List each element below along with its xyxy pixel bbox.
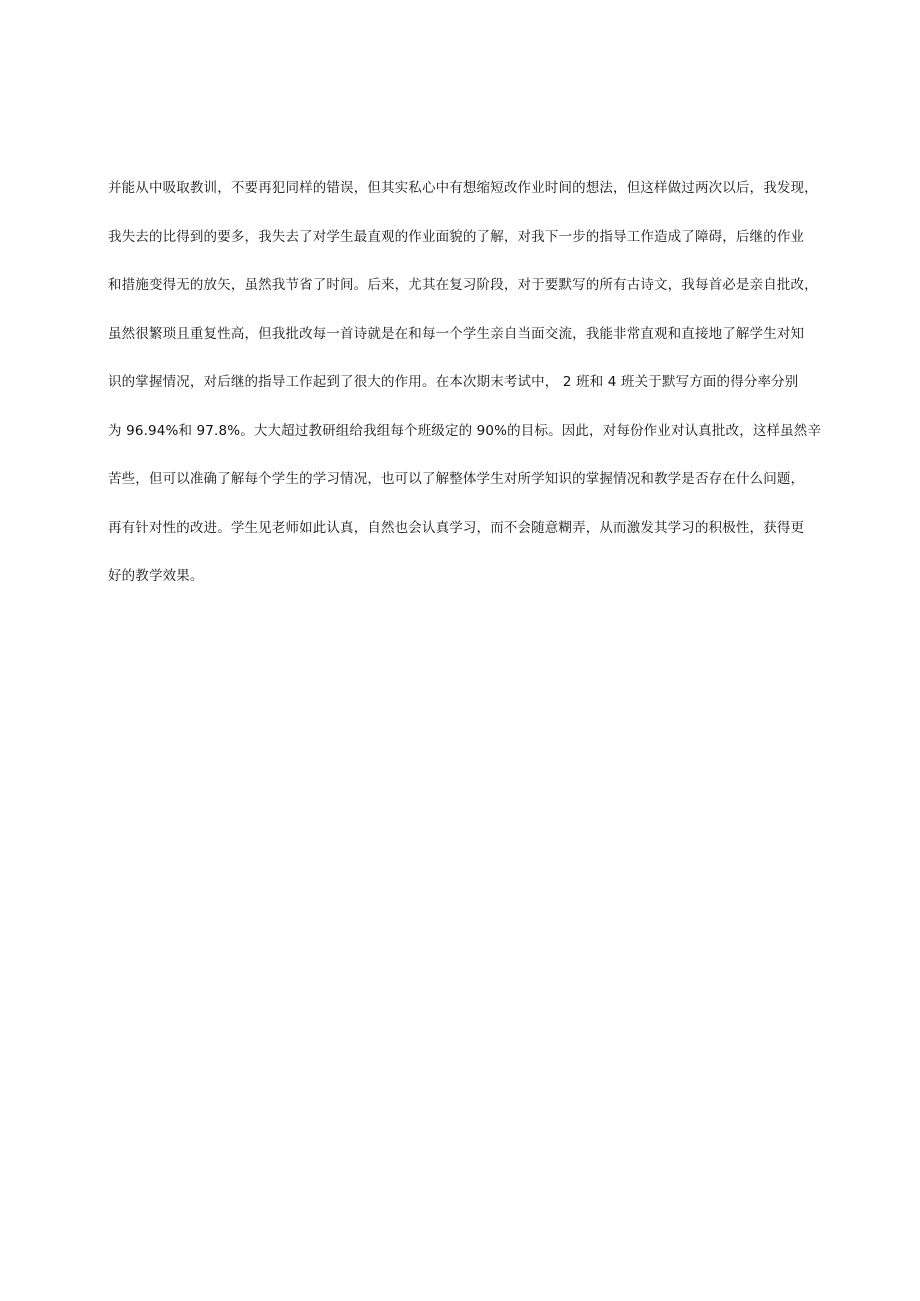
text-line-3: 和措施变得无的放矢，虽然我节省了时间。后来，尤其在复习阶段，对于要默写的所有古诗文，我每首必是亲自批改，	[108, 277, 818, 293]
text-line-2: 我失去的比得到的要多，我失去了对学生最直观的作业面貌的了解，对我下一步的指导工作造成了障碍，后继的作业	[108, 228, 805, 245]
text-line-6: 为 96.94%和 97.8%。大大超过教研组给我组每个班级定的 90%的目标。因此，对每份作业对认真批改，这样虽然辛	[108, 422, 822, 439]
text-line-4: 虽然很繁琐且重复性高，但我批改每一首诗就是在和每一个学生亲自当面交流，我能非常直观和直接地了解学生对知	[108, 325, 805, 342]
text-line-1: 并能从中吸取教训，不要再犯同样的错误，但其实私心中有想缩短改作业时间的想法，但这样做过两次以后，我发现，	[108, 180, 818, 196]
body-paragraph	[108, 176, 838, 613]
text-line-5: 识的掌握情况，对后继的指导工作起到了很大的作用。在本次期末考试中， 2 班和 4 班关于默写方面的得分率分别	[108, 374, 799, 390]
text-line-8: 再有针对性的改进。学生见老师如此认真，自然也会认真学习，而不会随意糊弄，从而激发其学习的积极性，获得更	[108, 519, 805, 536]
text-line-9: 好的教学效果。	[108, 568, 204, 584]
text-line-7: 苦些，但可以准确了解每个学生的学习情况，也可以了解整体学生对所学知识的掌握情况和教学是否存在什么问题，	[108, 471, 805, 487]
